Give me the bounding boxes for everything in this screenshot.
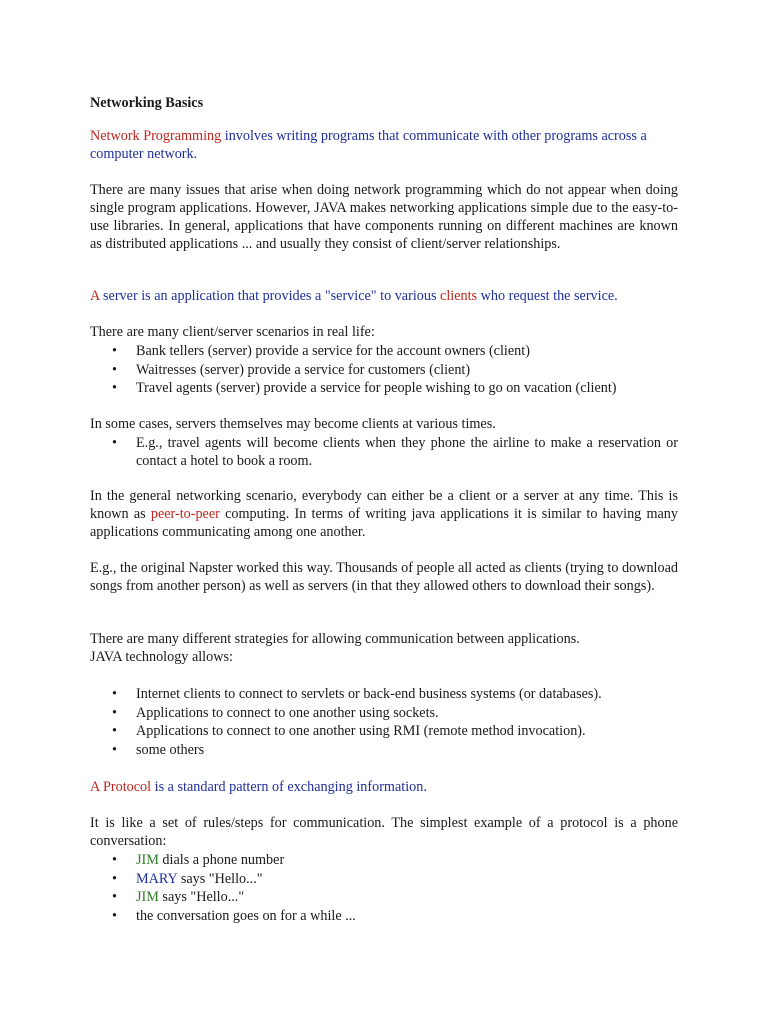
paragraph-network-programming <box>90 127 678 163</box>
strategies-line-1: There are many different strategies for allowing communication between applications. <box>90 631 580 647</box>
bullet-icon: • <box>112 723 117 740</box>
bullet-icon: • <box>112 704 117 721</box>
list-item <box>90 870 678 889</box>
bullet-icon: • <box>112 380 117 397</box>
bullet-icon: • <box>112 361 117 378</box>
term-server: server <box>103 288 138 304</box>
speaker-name: MARY <box>136 870 178 887</box>
p2p-text-after: computing. In terms of writing java applications it is similar to having many applications communicating among one another. <box>90 506 678 540</box>
paragraph-napster: E.g., the original Napster worked this way. Thousands of people all acted as clients (trying to download songs from another person) as well as servers (in that they allowed others to download their songs). <box>90 560 678 594</box>
term-clients: clients <box>440 288 478 304</box>
list-item-text: Internet clients to connect to servlets or back-end business systems (or databases). <box>136 686 602 702</box>
list-item <box>90 434 678 470</box>
paragraph-scenarios: There are many client/server scenarios in real life: <box>90 324 375 340</box>
protocol-def-rest: is a standard pattern of exchanging information. <box>151 779 427 795</box>
list-item <box>90 685 678 704</box>
bullet-icon: • <box>112 435 117 451</box>
bullet-icon: • <box>112 889 117 906</box>
definition-network-programming: involves writing programs that communicate with other programs across a computer network. <box>90 128 647 162</box>
term-protocol: Protocol <box>103 779 152 795</box>
list-client-server-scenarios <box>90 342 678 398</box>
list-phone-conversation <box>90 851 678 926</box>
list-java-technology <box>90 685 678 760</box>
paragraph-phone-conversation: It is like a set of rules/steps for communication. The simplest example of a protocol is a phone conversation: <box>90 815 678 849</box>
server-def-end: who request the service. <box>477 288 618 304</box>
list-item <box>90 342 678 361</box>
bullet-icon: • <box>112 852 117 868</box>
paragraph-protocol-definition <box>90 778 678 796</box>
list-item-text: some others <box>136 742 205 759</box>
bullet-icon: • <box>112 870 117 887</box>
bullet-icon: • <box>112 343 117 359</box>
list-item-text: Applications to connect to one another using RMI (remote method invocation). <box>136 723 586 740</box>
bullet-icon: • <box>112 908 117 925</box>
list-item-text: E.g., travel agents will become clients when they phone the airline to make a reservation or contact a hotel to book a room. <box>136 435 678 469</box>
p2p-text-before: In the general networking scenario, everybody can either be a client or a server at any time. This is known as <box>90 488 678 522</box>
paragraph-server-definition <box>90 287 678 305</box>
strategies-line-2: JAVA technology allows: <box>90 649 233 665</box>
list-item-text: Applications to connect to one another using sockets. <box>136 704 439 721</box>
list-item-text: says "Hello..." <box>158 889 245 906</box>
paragraph-servers-as-clients: In some cases, servers themselves may become clients at various times. <box>90 416 496 432</box>
list-item-text: dials a phone number <box>158 852 285 868</box>
list-item-text: says "Hello..." <box>177 870 263 887</box>
list-servers-as-clients <box>90 434 678 470</box>
list-item-text: Bank tellers (server) provide a service for the account owners (client) <box>136 343 530 359</box>
paragraph-peer-to-peer <box>90 487 678 541</box>
list-item <box>90 851 678 870</box>
server-def-middle: is an application that provides a "service" to various <box>137 288 441 304</box>
speaker-name: JIM <box>136 852 159 868</box>
list-item-text: Travel agents (server) provide a service for people wishing to go on vacation (client) <box>136 380 617 397</box>
list-item <box>90 888 678 907</box>
server-def-article: A <box>90 288 104 304</box>
list-item-text: the conversation goes on for a while ... <box>136 908 356 925</box>
list-item <box>90 361 678 380</box>
list-item <box>90 722 678 741</box>
speaker-name: JIM <box>136 889 159 906</box>
list-item <box>90 379 678 398</box>
list-item-text: Waitresses (server) provide a service for customers (client) <box>136 361 471 378</box>
document-title: Networking Basics <box>90 95 204 111</box>
list-item <box>90 907 678 926</box>
list-item <box>90 741 678 760</box>
paragraph-strategies <box>90 630 678 666</box>
paragraph-intro: There are many issues that arise when doing network programming which do not appear when doing single program applications. However, JAVA makes networking applications simple due to the easy-to-use libraries. In general, applications that have components running on different machines are known as distributed applications ... and usually they consist of client/server relationships. <box>90 182 678 252</box>
bullet-icon: • <box>112 742 117 759</box>
bullet-icon: • <box>112 686 117 702</box>
term-peer-to-peer: peer-to-peer <box>150 506 220 522</box>
term-network-programming: Network Programming <box>90 128 222 144</box>
list-item <box>90 704 678 723</box>
protocol-def-article: A <box>90 779 104 795</box>
